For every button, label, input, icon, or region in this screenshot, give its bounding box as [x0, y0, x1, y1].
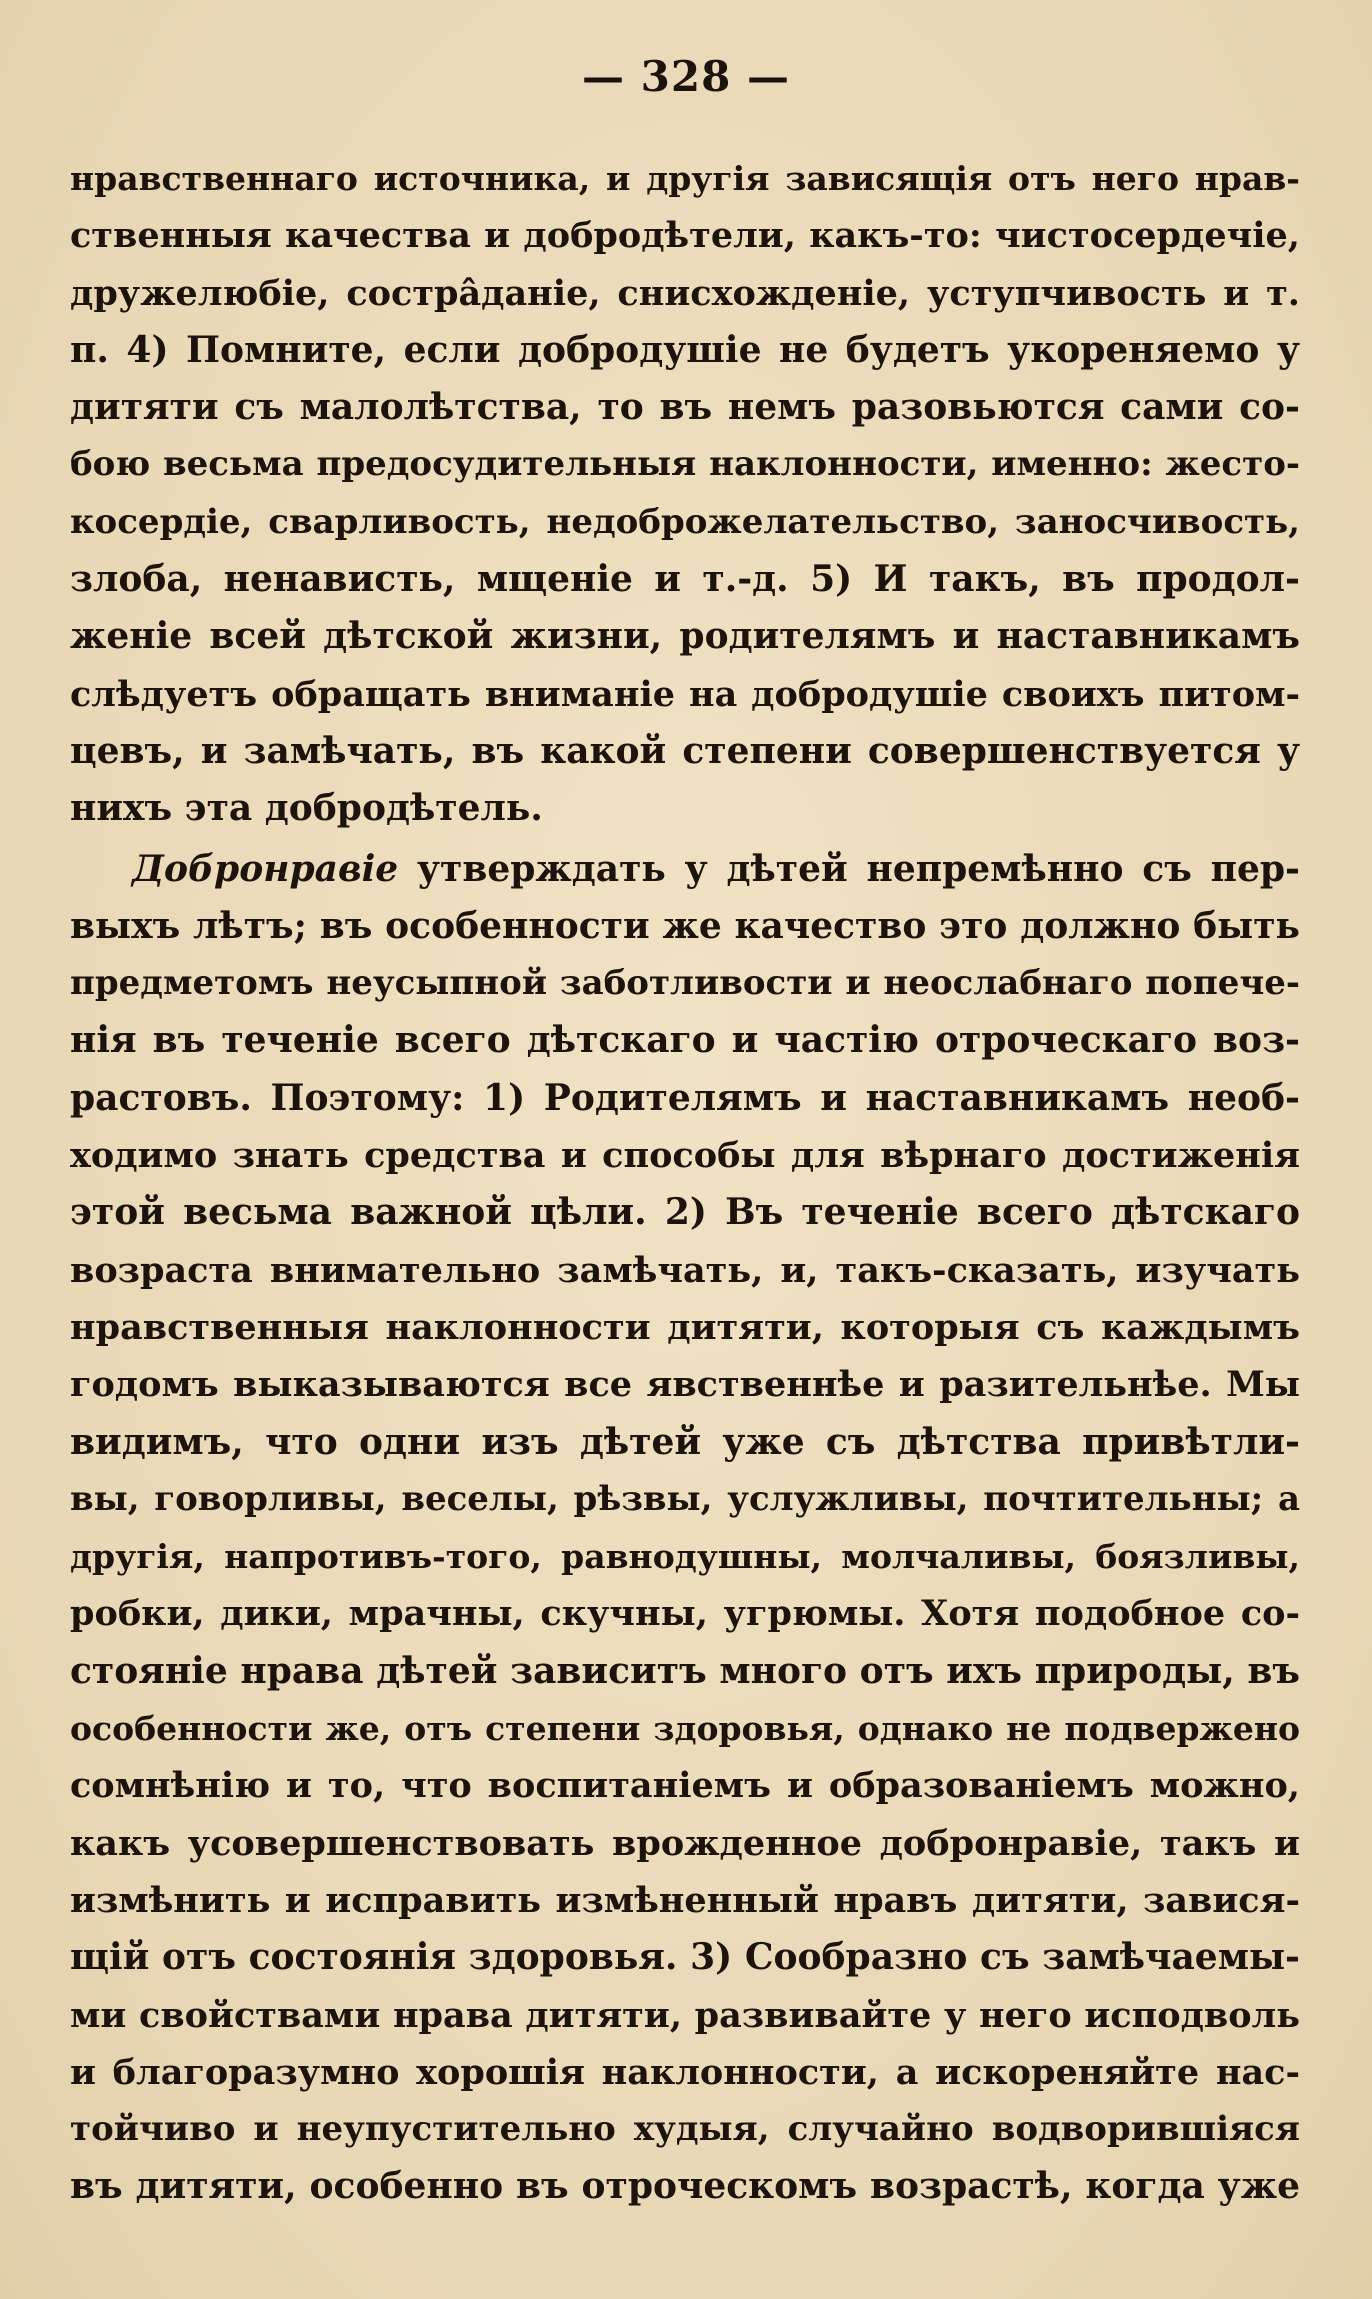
text-line: предметомъ неусыпной заботливости и неослабнаго попече-: [70, 963, 1300, 1004]
text-line: щій отъ состоянія здоровья. 3) Сообразно съ замѣчаемы-: [70, 1936, 1300, 1979]
text-line: дружелюбіе, сострâданіе, снисхожденіе, уступчивость и т.: [70, 272, 1300, 314]
text-line: въ дитяти, особенно въ отроческомъ возрастѣ, когда уже: [70, 2165, 1300, 2208]
first-line-rest: утверждать у дѣтей непремѣнно съ пер-: [398, 847, 1300, 890]
text-line: измѣнить и исправить измѣненный нравъ дитяти, завися-: [70, 1879, 1300, 1921]
text-line: женіе всей дѣтской жизни, родителямъ и наставникамъ: [70, 615, 1300, 658]
text-line: и благоразумно хорошія наклонности, а искореняйте нас-: [70, 2051, 1300, 2093]
text-line: стояніе нрава дѣтей зависитъ много отъ ихъ природы, въ: [70, 1649, 1300, 1692]
text-line: особенности же, отъ степени здоровья, однако не подвержено: [70, 1709, 1300, 1749]
text-line: нравственныя наклонности дитяти, которыя съ каждымъ: [70, 1306, 1300, 1348]
text-line: годомъ выказываются все явственнѣе и разительнѣе. Мы: [70, 1364, 1300, 1406]
text-line: п. 4) Помните, если добродушіе не будетъ укореняемо у: [70, 328, 1300, 371]
text-line: злоба, ненависть, мщеніе и т.-д. 5) И такъ, въ продол-: [70, 558, 1300, 601]
text-line: другія, напротивъ-того, равнодушны, молчаливы, боязливы,: [70, 1537, 1300, 1577]
page-number: — 328 —: [582, 52, 790, 101]
text-line: видимъ, что одни изъ дѣтей уже съ дѣтства привѣтли-: [70, 1420, 1300, 1463]
text-line: бою весьма предосудительныя наклонности, именно: жесто-: [70, 444, 1300, 485]
text-line: ственныя качества и добродѣтели, какъ-то: чистосердечіе,: [70, 215, 1300, 257]
paragraph-1: [70, 150, 1300, 838]
text-line: нравственнаго источника, и другія зависящія отъ него нрав-: [70, 159, 1300, 198]
text-line: робки, дики, мрачны, скучны, угрюмы. Хотя подобное со-: [70, 1593, 1300, 1635]
text-line: выхъ лѣтъ; въ особенности же качество это должно быть: [70, 904, 1300, 947]
text-line: возраста внимательно замѣчать, и, такъ-сказать, изучать: [70, 1249, 1300, 1291]
text-line: этой весьма важной цѣли. 2) Въ теченіе всего дѣтскаго: [70, 1191, 1300, 1234]
text-line: растовъ. Поэтому: 1) Родителямъ и наставникамъ необ-: [70, 1076, 1300, 1119]
paragraph-2: [70, 841, 1300, 2216]
text-line: какъ усовершенствовать врожденное добронравіе, такъ и: [70, 1822, 1300, 1864]
text-line: дитяти съ малолѣтства, то въ немъ разовьются сами со-: [70, 386, 1300, 429]
body-text: [70, 150, 1300, 2216]
text-line: ходимо знать средства и способы для вѣрнаго достиженія: [70, 1135, 1300, 1177]
text-line: цевъ, и замѣчать, въ какой степени совершенствуется у: [70, 729, 1300, 772]
text-line: слѣдуетъ обращать вниманіе на добродушіе своихъ питом-: [70, 673, 1300, 715]
text-line: тойчиво и неупустительно худыя, случайно водворившіяся: [70, 2109, 1300, 2150]
text-line: ми свойствами нрава дитяти, развивайте у него исподволь: [70, 1994, 1300, 2036]
emphasized-word: Добронравіе: [132, 847, 399, 890]
text-line: вы, говорливы, веселы, рѣзвы, услужливы, почтительны; а: [70, 1478, 1300, 1519]
text-line: сомнѣнію и то, что воспитаніемъ и образованіемъ можно,: [70, 1765, 1300, 1807]
text-line: нихъ эта добродѣтель.: [70, 787, 543, 830]
text-line-first: [70, 841, 1300, 898]
text-line: нія въ теченіе всего дѣтскаго и частію отроческаго воз-: [70, 1019, 1300, 1062]
text-line: косердіе, сварливость, недоброжелательство, заносчивость,: [70, 501, 1300, 542]
